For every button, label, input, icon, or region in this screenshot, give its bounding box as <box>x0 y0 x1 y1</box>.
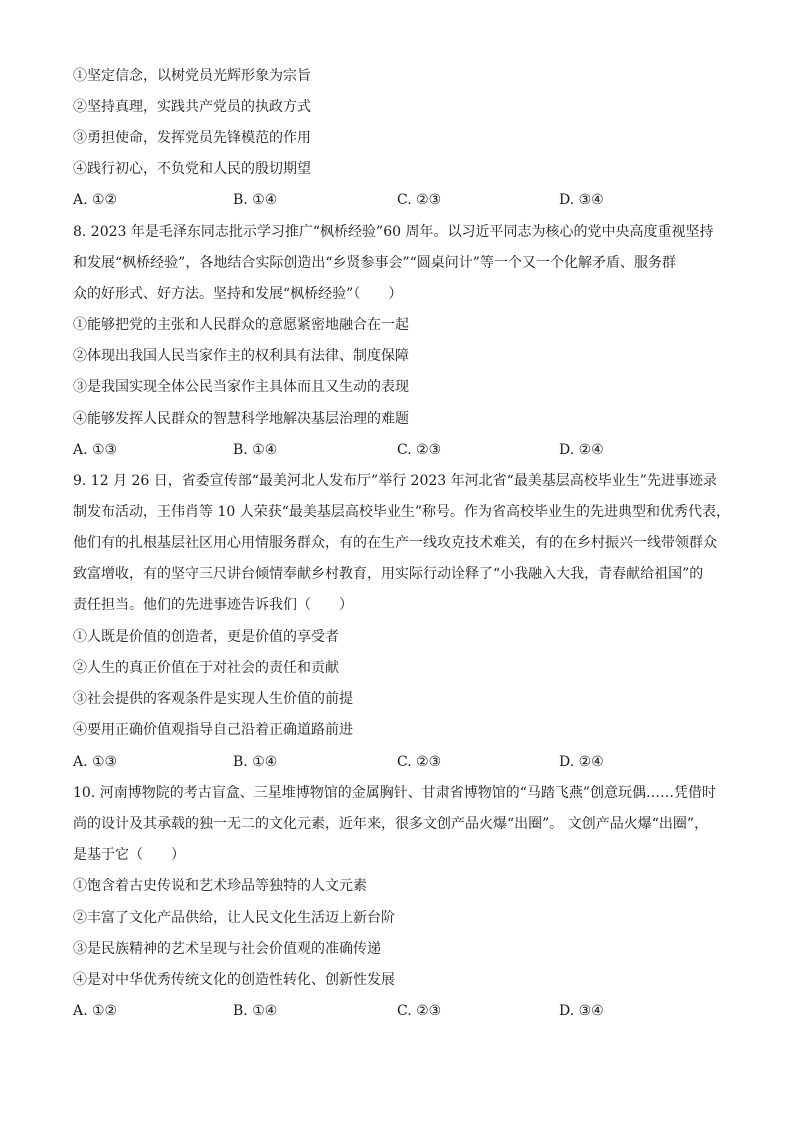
answer-options <box>73 190 733 210</box>
q10-stem-line-2: 尚的设计及其承载的独一无二的文化元素，近年来，很多文创产品火爆“出圈”。 文创产品火爆“出圈”， <box>73 816 709 832</box>
q9-statement-3: ③社会提供的客观条件是实现人生价值的前提 <box>73 691 353 707</box>
option-d: D. ③④ <box>559 192 604 208</box>
q10-statement-2: ②丰富了文化产品供给，让人民文化生活迈上新台阶 <box>73 910 395 926</box>
q10-statement-1: ①饱含着古史传说和艺术珍品等独特的人文元素 <box>73 878 367 894</box>
q9-answer-options <box>73 752 733 772</box>
option-d: D. ②④ <box>559 442 604 458</box>
option-a: A. ①② <box>73 1003 118 1019</box>
option-c: C. ②③ <box>397 192 442 208</box>
q8-statement-1: ①能够把党的主张和人民群众的意愿紧密地融合在一起 <box>73 317 409 333</box>
q9-stem-line-2: 制发布活动，王伟肖等 10 人荣获“最美基层高校毕业生”称号。作为省高校毕业生的先进典型和优秀代表， <box>73 504 731 520</box>
q9-stem-line-5: 责任担当。他们的先进事迹告诉我们（ ） <box>73 597 353 613</box>
q9-stem-line-1: 9. 12 月 26 日，省委宣传部“最美河北人发布厅”举行 2023 年河北省“最美基层高校毕业生”先进事迹录 <box>73 473 717 489</box>
option-c: C. ②③ <box>397 442 442 458</box>
q9-statement-1: ①人既是价值的创造者，更是价值的享受者 <box>73 629 339 645</box>
option-d: D. ③④ <box>559 1003 604 1019</box>
q10-answer-options <box>73 1001 733 1021</box>
option-b: B. ①④ <box>233 442 278 458</box>
q8-answer-options <box>73 440 733 460</box>
q8-statement-3: ③是我国实现全体公民当家作主具体而且又生动的表现 <box>73 379 409 395</box>
q10-statement-4: ④是对中华优秀传统文化的创造性转化、创新性发展 <box>73 972 395 988</box>
option-a: A. ①② <box>73 192 118 208</box>
q9-stem-line-3: 他们有的扎根基层社区用心用情服务群众，有的在生产一线攻克技术难关，有的在乡村振兴一线带领群众 <box>73 535 717 551</box>
q9-statement-4: ④要用正确价值观指导自己沿着正确道路前进 <box>73 722 353 738</box>
statement-2: ②坚持真理，实践共产党员的执政方式 <box>73 99 311 115</box>
statement-3: ③勇担使命，发挥党员先锋模范的作用 <box>73 130 311 146</box>
q8-statement-2: ②体现出我国人民当家作主的权利具有法律、制度保障 <box>73 348 409 364</box>
option-b: B. ①④ <box>233 192 278 208</box>
statement-4: ④践行初心，不负党和人民的殷切期望 <box>73 161 311 177</box>
q10-stem-line-3: 是基于它（ ） <box>73 847 185 863</box>
option-d: D. ②④ <box>559 754 604 770</box>
q9-stem-line-4: 致富增收，有的坚守三尺讲台倾情奉献乡村教育，用实际行动诠释了“小我融入大我，青春献给祖国”的 <box>73 566 704 582</box>
q9-statement-2: ②人生的真正价值在于对社会的责任和贡献 <box>73 660 339 676</box>
q8-stem-line-2: 和发展“枫桥经验”，各地结合实际创造出“乡贤参事会”“圆桌问计”等一个又一个化解矛盾、服务群 <box>73 255 676 271</box>
option-a: A. ①③ <box>73 442 118 458</box>
option-c: C. ②③ <box>397 1003 442 1019</box>
option-c: C. ②③ <box>397 754 442 770</box>
statement-1: ①坚定信念，以树党员光辉形象为宗旨 <box>73 68 311 84</box>
q8-stem-line-3: 众的好形式、好方法。坚持和发展“枫桥经验”（ ） <box>73 286 403 302</box>
q10-statement-3: ③是民族精神的艺术呈现与社会价值观的准确传递 <box>73 941 381 957</box>
option-b: B. ①④ <box>233 1003 278 1019</box>
option-b: B. ①④ <box>233 754 278 770</box>
q8-statement-4: ④能够发挥人民群众的智慧科学地解决基层治理的难题 <box>73 411 409 427</box>
q8-stem-line-1: 8. 2023 年是毛泽东同志批示学习推广“枫桥经验”60 周年。以习近平同志为核心的党中央高度重视坚持 <box>73 224 714 240</box>
option-a: A. ①③ <box>73 754 118 770</box>
q10-stem-line-1: 10. 河南博物院的考古盲盒、三星堆博物馆的金属胸针、甘肃省博物馆的“马踏飞燕”创意玩偶……凭借时 <box>73 785 717 801</box>
